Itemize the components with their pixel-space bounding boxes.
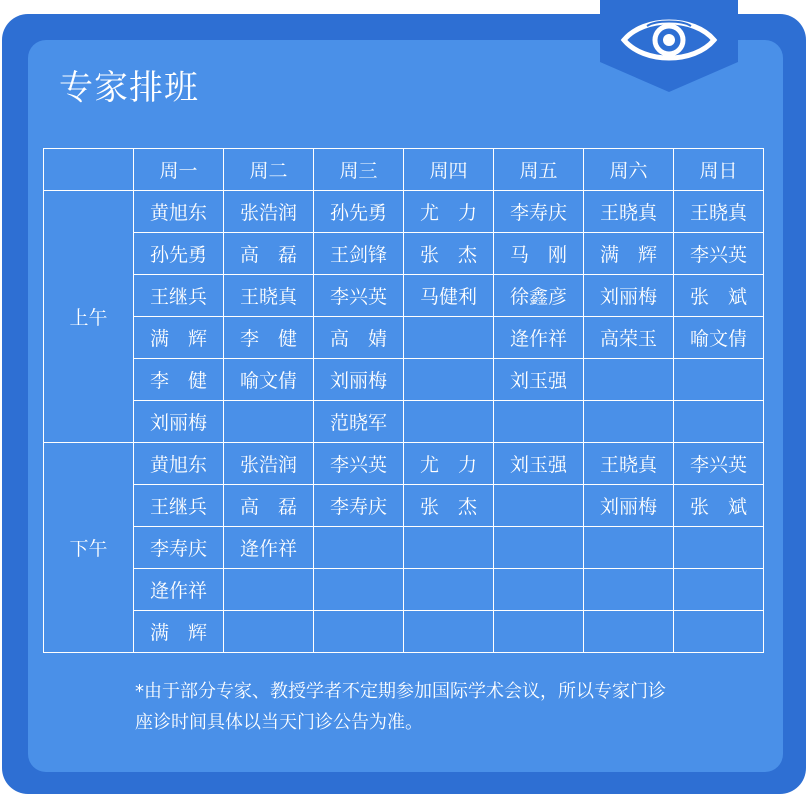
doctor-cell: 李兴英 xyxy=(674,233,764,275)
doctor-cell xyxy=(584,527,674,569)
doctor-cell: 王晓真 xyxy=(584,191,674,233)
doctor-cell xyxy=(404,611,494,653)
doctor-cell: 李寿庆 xyxy=(314,485,404,527)
doctor-cell xyxy=(404,359,494,401)
schedule-row xyxy=(44,527,764,569)
doctor-cell: 范晓军 xyxy=(314,401,404,443)
schedule-note xyxy=(135,676,760,738)
doctor-cell xyxy=(494,569,584,611)
doctor-cell: 张 斌 xyxy=(674,485,764,527)
day-header: 周一 xyxy=(134,149,224,191)
schedule-row xyxy=(44,317,764,359)
note-line-1: *由于部分专家、教授学者不定期参加国际学术会议，所以专家门诊 xyxy=(135,681,666,702)
doctor-cell: 马 刚 xyxy=(494,233,584,275)
doctor-cell: 满 辉 xyxy=(584,233,674,275)
doctor-cell: 高 婧 xyxy=(314,317,404,359)
doctor-cell xyxy=(494,611,584,653)
doctor-cell: 李 健 xyxy=(224,317,314,359)
period-label: 下午 xyxy=(44,443,134,653)
doctor-cell: 尤 力 xyxy=(404,443,494,485)
doctor-cell xyxy=(314,569,404,611)
doctor-cell: 孙先勇 xyxy=(134,233,224,275)
doctor-cell: 刘丽梅 xyxy=(134,401,224,443)
doctor-cell: 李 健 xyxy=(134,359,224,401)
doctor-cell: 高荣玉 xyxy=(584,317,674,359)
doctor-cell xyxy=(674,527,764,569)
doctor-cell: 逄作祥 xyxy=(494,317,584,359)
doctor-cell xyxy=(224,569,314,611)
doctor-cell: 李寿庆 xyxy=(134,527,224,569)
day-header: 周四 xyxy=(404,149,494,191)
doctor-cell: 刘玉强 xyxy=(494,359,584,401)
doctor-cell: 张浩润 xyxy=(224,443,314,485)
doctor-cell xyxy=(584,401,674,443)
day-header: 周二 xyxy=(224,149,314,191)
schedule-row xyxy=(44,191,764,233)
doctor-cell xyxy=(584,611,674,653)
doctor-cell xyxy=(674,611,764,653)
doctor-cell xyxy=(584,359,674,401)
doctor-cell: 王晓真 xyxy=(674,191,764,233)
doctor-cell xyxy=(494,401,584,443)
doctor-cell xyxy=(494,485,584,527)
day-header: 周五 xyxy=(494,149,584,191)
doctor-cell: 张 杰 xyxy=(404,233,494,275)
schedule-row xyxy=(44,485,764,527)
day-header: 周三 xyxy=(314,149,404,191)
doctor-cell xyxy=(404,569,494,611)
header-corner xyxy=(44,149,134,191)
period-label: 上午 xyxy=(44,191,134,443)
schedule-row xyxy=(44,275,764,317)
schedule-table xyxy=(43,148,764,653)
doctor-cell: 刘玉强 xyxy=(494,443,584,485)
doctor-cell: 满 辉 xyxy=(134,317,224,359)
doctor-cell xyxy=(674,401,764,443)
schedule-row xyxy=(44,569,764,611)
day-header: 周六 xyxy=(584,149,674,191)
schedule-row xyxy=(44,611,764,653)
doctor-cell: 李兴英 xyxy=(314,275,404,317)
schedule-row xyxy=(44,443,764,485)
doctor-cell xyxy=(404,527,494,569)
doctor-cell xyxy=(494,527,584,569)
schedule-row xyxy=(44,359,764,401)
doctor-cell: 黄旭东 xyxy=(134,443,224,485)
doctor-cell xyxy=(404,317,494,359)
schedule-row xyxy=(44,401,764,443)
doctor-cell: 刘丽梅 xyxy=(584,485,674,527)
doctor-cell: 高 磊 xyxy=(224,485,314,527)
doctor-cell: 逄作祥 xyxy=(224,527,314,569)
doctor-cell: 张 斌 xyxy=(674,275,764,317)
doctor-cell: 刘丽梅 xyxy=(314,359,404,401)
doctor-cell: 孙先勇 xyxy=(314,191,404,233)
doctor-cell: 李兴英 xyxy=(674,443,764,485)
doctor-cell: 王晓真 xyxy=(584,443,674,485)
doctor-cell: 张浩润 xyxy=(224,191,314,233)
doctor-cell xyxy=(404,401,494,443)
doctor-cell xyxy=(314,611,404,653)
doctor-cell: 张 杰 xyxy=(404,485,494,527)
doctor-cell: 刘丽梅 xyxy=(584,275,674,317)
page-title: 专家排班 xyxy=(59,68,199,108)
doctor-cell: 马健利 xyxy=(404,275,494,317)
doctor-cell xyxy=(314,527,404,569)
doctor-cell: 王继兵 xyxy=(134,485,224,527)
doctor-cell: 王继兵 xyxy=(134,275,224,317)
note-line-2: 座诊时间具体以当天门诊公告为准。 xyxy=(135,712,423,733)
doctor-cell xyxy=(674,569,764,611)
schedule-row xyxy=(44,233,764,275)
doctor-cell: 喻文倩 xyxy=(224,359,314,401)
day-header: 周日 xyxy=(674,149,764,191)
doctor-cell: 徐鑫彦 xyxy=(494,275,584,317)
doctor-cell xyxy=(224,611,314,653)
doctor-cell: 满 辉 xyxy=(134,611,224,653)
doctor-cell: 黄旭东 xyxy=(134,191,224,233)
doctor-cell: 高 磊 xyxy=(224,233,314,275)
eye-badge xyxy=(600,0,738,92)
doctor-cell xyxy=(674,359,764,401)
doctor-cell: 王剑锋 xyxy=(314,233,404,275)
doctor-cell xyxy=(584,569,674,611)
day-header-row xyxy=(44,149,764,191)
doctor-cell: 李寿庆 xyxy=(494,191,584,233)
doctor-cell: 李兴英 xyxy=(314,443,404,485)
doctor-cell: 喻文倩 xyxy=(674,317,764,359)
doctor-cell: 逄作祥 xyxy=(134,569,224,611)
doctor-cell: 王晓真 xyxy=(224,275,314,317)
doctor-cell xyxy=(224,401,314,443)
doctor-cell: 尤 力 xyxy=(404,191,494,233)
